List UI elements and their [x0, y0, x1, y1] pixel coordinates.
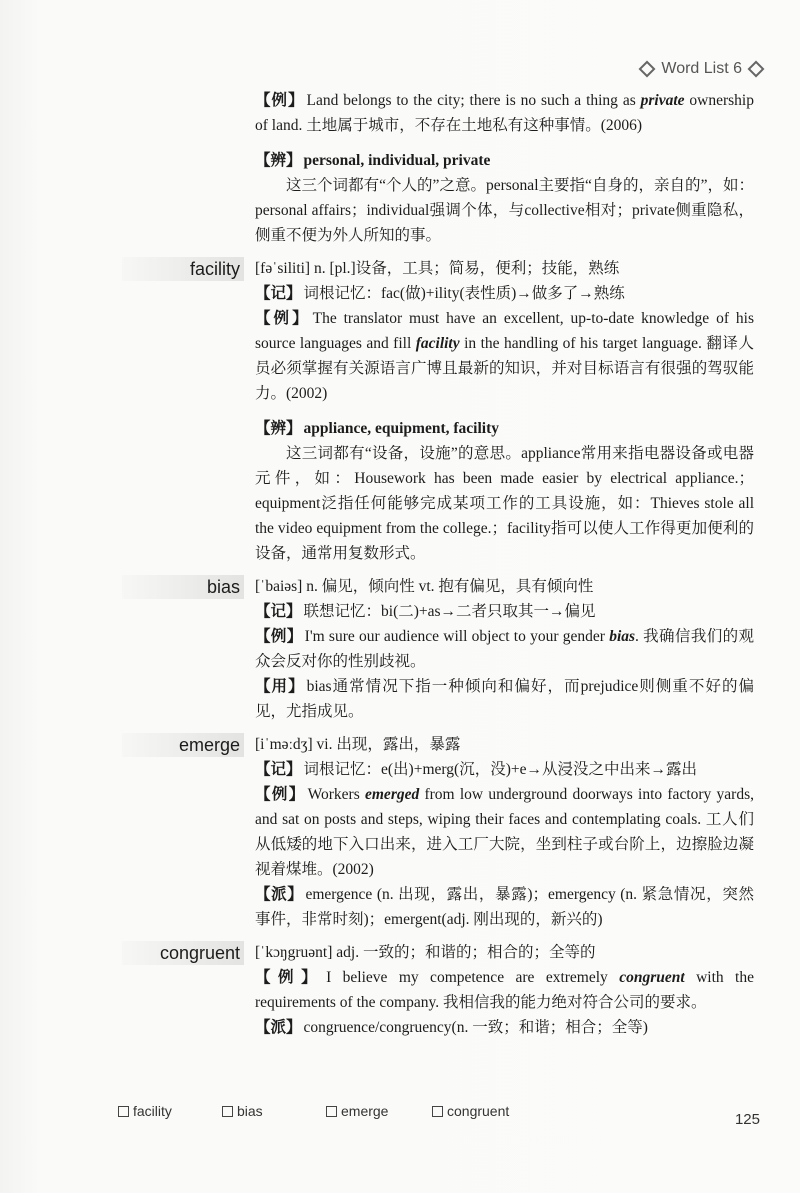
- headword-congruent: congruent: [122, 941, 244, 965]
- example-emerge: [255, 782, 754, 882]
- definition-bias: [ˈbaiəs] n. 偏见，倾向性 vt. 抱有偏见，具有倾向性: [255, 578, 594, 595]
- definition-facility: [fəˈsiliti] n. [pl.]设备，工具；简易，便利；技能，熟练: [255, 260, 620, 277]
- derivative-text: emergence (n. 出现，露出，暴露)；emergency (n. 紧急情况，突然事件，非常时刻)；emergent(adj. 刚出现的，新兴的): [255, 886, 754, 928]
- distinguish-text-facility: 这三词都有“设备，设施”的意思。appliance常用来指电器设备或电器元件，如：Housework has been made easier by electrical appliance.；equipment泛指任何能够完成某项工作的工具设施，如：Thieves stole all the video equipment from the college.；facility指可以使人工作得更加便利的设备，通常用复数形式。: [255, 445, 754, 562]
- headword-bias: bias: [122, 575, 244, 599]
- derivative-tag: 【派】: [255, 1019, 302, 1036]
- example-translation: . 我确信我们的观众会反对你的性别歧视。: [255, 628, 754, 670]
- example-tag: 【例】: [255, 786, 306, 803]
- derivative-congruent: [255, 1015, 754, 1040]
- example-translation: with the requirements of the company. 我相信我的能力绝对符合公司的要求。: [255, 969, 754, 1011]
- memory-text: 联想记忆：bi(二)+as→二者只取其一→偏见: [303, 603, 596, 620]
- checklist-label: bias: [237, 1103, 263, 1119]
- usage-text: bias通常情况下指一种倾向和偏好，而prejudice则侧重不好的偏见，尤指成见。: [255, 678, 754, 720]
- derivative-tag: 【派】: [255, 886, 304, 903]
- distinguish-text: 这三个词都有“个人的”之意。personal主要指“自身的，亲自的”，如：personal affairs；individual强调个体，与collective相对；private侧重隐私，侧重不便为外人所知的事。: [255, 177, 754, 244]
- headword-emphasis: congruent: [619, 969, 685, 986]
- distinguish-heading-facility: [255, 416, 754, 441]
- checkbox-icon[interactable]: [432, 1106, 443, 1117]
- example-text: The translator must have an excellent, up-to-date knowledge of his source languages and fill: [255, 310, 754, 352]
- diamond-icon-left: [639, 61, 656, 78]
- definition-congruent: [ˈkɔŋgruənt] adj. 一致的；和谐的；相合的；全等的: [255, 944, 596, 961]
- memory-emerge: [255, 757, 754, 782]
- headword-emphasis: private: [640, 92, 685, 109]
- checkbox-icon[interactable]: [222, 1106, 233, 1117]
- example-congruent: [255, 965, 754, 1015]
- checkbox-icon[interactable]: [326, 1106, 337, 1117]
- distinguish-tag: 【辨】: [255, 152, 302, 169]
- memory-text: 词根记忆：e(出)+merg(沉，没)+e→从浸没之中出来→露出: [303, 761, 697, 778]
- checklist-item-bias[interactable]: [222, 1103, 263, 1119]
- example-text: Workers: [307, 786, 365, 803]
- distinguish-tag: 【辨】: [255, 420, 302, 437]
- example-tag: 【例】: [255, 628, 303, 645]
- headword-emphasis: emerged: [365, 786, 420, 803]
- checklist-label: congruent: [447, 1103, 510, 1119]
- entry-congruent: [0, 940, 800, 1040]
- distinguish-words: personal, individual, private: [303, 152, 491, 169]
- memory-tag: 【记】: [255, 285, 302, 302]
- example-facility: [255, 306, 754, 406]
- example-private: [255, 88, 754, 138]
- derivative-emerge: [255, 882, 754, 932]
- distinguish-heading: [255, 148, 754, 173]
- example-tag: 【例】: [255, 310, 311, 327]
- checklist-item-facility[interactable]: [118, 1103, 172, 1119]
- memory-facility: [255, 281, 754, 306]
- memory-tag: 【记】: [255, 761, 302, 778]
- page-content: [0, 88, 800, 1040]
- entry-facility: [0, 256, 800, 566]
- example-bias: [255, 624, 754, 674]
- example-text: Land belongs to the city; there is no such a thing as: [306, 92, 641, 109]
- entry-emerge: [0, 732, 800, 932]
- headword-emerge: emerge: [122, 733, 244, 757]
- example-tag: 【例】: [255, 969, 325, 986]
- checklist-item-congruent[interactable]: [432, 1103, 509, 1119]
- headword-emphasis: facility: [415, 335, 460, 352]
- distinguish-words: appliance, equipment, facility: [303, 420, 499, 437]
- memory-text: 词根记忆：fac(做)+ility(表性质)→做多了→熟练: [303, 285, 625, 302]
- diamond-icon-right: [748, 61, 765, 78]
- usage-tag: 【用】: [255, 678, 305, 695]
- headword-emphasis: bias: [609, 628, 636, 645]
- example-text: I believe my competence are extremely: [326, 969, 620, 986]
- derivative-text: congruence/congruency(n. 一致；和谐；相合；全等): [303, 1019, 648, 1036]
- running-header: [641, 60, 762, 78]
- entry-bias: [0, 574, 800, 724]
- example-translation: ownership of land. 土地属于城市，不存在土地私有这种事情。(2006): [255, 92, 754, 134]
- memory-tag: 【记】: [255, 603, 302, 620]
- checklist-label: facility: [133, 1103, 172, 1119]
- usage-bias: [255, 674, 754, 724]
- memory-bias: [255, 599, 754, 624]
- page-number: 125: [734, 1111, 760, 1128]
- example-translation: in the handling of his target language. 翻译人员必须掌握有关源语言广博且最新的知识，并对目标语言有很强的驾驭能力。(2002): [255, 335, 754, 402]
- checklist-item-emerge[interactable]: [326, 1103, 388, 1119]
- headword-facility: facility: [122, 257, 244, 281]
- example-translation: from low underground doorways into factory yards, and sat on posts and steps, wiping their faces and contemplating coals. 工人们从低矮的地下入口出来，进入工厂大院，坐到柱子或台阶上，边擦脸边凝视着煤堆。(2002): [255, 786, 754, 878]
- definition-emerge: [iˈməːdʒ] vi. 出现，露出，暴露: [255, 736, 461, 753]
- example-tag: 【例】: [255, 92, 305, 109]
- example-text: I'm sure our audience will object to your gender: [304, 628, 610, 645]
- header-title: Word List 6: [661, 60, 742, 77]
- checkbox-icon[interactable]: [118, 1106, 129, 1117]
- checklist-label: emerge: [341, 1103, 389, 1119]
